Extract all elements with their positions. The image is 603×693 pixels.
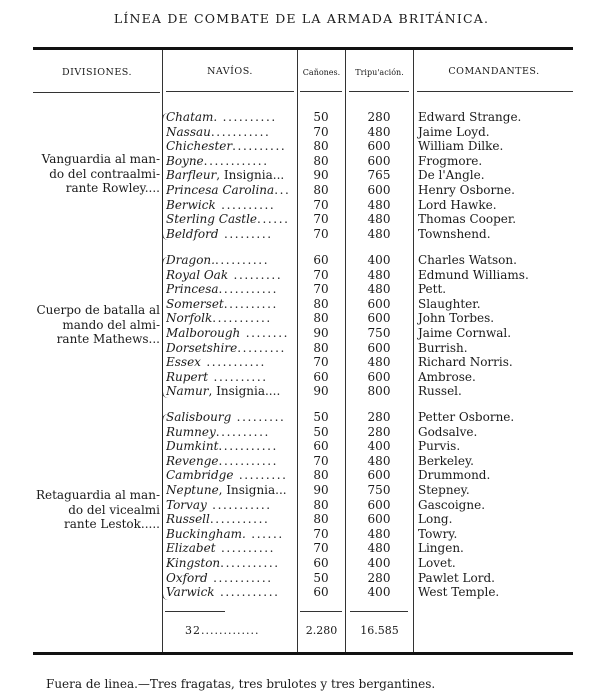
leader-dots: ........... [218, 439, 278, 454]
leader-dots: ......... [218, 226, 273, 241]
ship-crew: 600 [367, 512, 391, 527]
total-rule-canones [300, 611, 342, 612]
ship-name-cell [166, 183, 294, 198]
division-label-line: do del vicealmi [68, 502, 160, 517]
ship-guns: 70 [313, 124, 329, 139]
ship-guns: 90 [313, 326, 329, 340]
ship-name-cell [166, 326, 294, 341]
ship-commander: De l'Angle. [418, 168, 485, 183]
ship-name: Chichester [166, 139, 233, 154]
ship-name-cell [166, 439, 294, 454]
ship-crew: 600 [367, 340, 391, 355]
ship-name: Barfleur [166, 168, 217, 183]
ship-crew: 280 [367, 424, 391, 439]
ship-crew: 750 [367, 326, 391, 340]
ship-crew: 480 [367, 526, 391, 541]
ship-crew: 600 [367, 311, 391, 326]
ship-crew: 600 [367, 369, 391, 384]
leader-dots: ........... [206, 497, 272, 512]
ship-guns: 80 [313, 497, 329, 512]
ship-name: Buckingham. [166, 526, 246, 541]
ship-name-cell [166, 425, 294, 440]
ship-name-cell [166, 384, 294, 399]
leader-dots: .......... [208, 369, 268, 384]
footnote: Fuera de linea.—Tres fragatas, tres brulotes y tres bergantines. [46, 677, 436, 691]
ship-name: Malborough [166, 326, 241, 340]
ship-name-cell [166, 556, 294, 571]
leader-dots: ...... [245, 526, 284, 541]
ship-name-cell [166, 468, 294, 483]
ship-commander: Jaime Cornwal. [418, 326, 512, 340]
ship-name-cell [166, 410, 294, 425]
ship-crew: 480 [367, 212, 391, 227]
page-title: LÍNEA DE COMBATE DE LA ARMADA BRITÁNICA. [113, 11, 490, 26]
ship-crew: 480 [367, 267, 391, 282]
ship-crew: 480 [367, 355, 391, 370]
ship-name-cell [166, 483, 294, 498]
ship-commander: Thomas Cooper. [418, 212, 517, 227]
ship-commander: Frogmore. [418, 153, 483, 168]
ship-guns: 80 [313, 139, 329, 154]
ship-name-cell [166, 355, 294, 370]
ship-crew: 480 [367, 282, 391, 297]
ship-commander: Russel. [418, 384, 462, 399]
ship-name: Boyne [166, 153, 204, 168]
leader-dots: .......... [214, 253, 270, 267]
ship-commander: Burrish. [418, 340, 468, 355]
division-label-line: Vanguardia al man- [41, 152, 160, 166]
ship-name-cell [166, 139, 294, 154]
ship-name: Cambridge [166, 468, 234, 483]
ship-commander: Edmund Williams. [418, 267, 529, 282]
ship-guns: 60 [313, 585, 329, 600]
ship-name: Kingston [166, 556, 221, 570]
ship-crew: 400 [367, 585, 391, 600]
ship-flag-note: , Insignia... [218, 483, 287, 497]
leader-dots: ......... [231, 410, 286, 424]
ship-guns: 60 [313, 556, 329, 570]
ship-name-cell [166, 212, 294, 227]
ship-name: Russell [166, 512, 210, 527]
ship-crew: 750 [367, 483, 391, 497]
total-ships: 32............. [185, 624, 260, 637]
leader-dots: .......... [215, 197, 276, 212]
header-rule-canones [300, 91, 342, 92]
ship-commander: Towry. [418, 526, 458, 541]
leader-dots: ......... [237, 340, 286, 355]
header-canones: Cañones. [302, 68, 341, 77]
ship-crew: 600 [367, 183, 391, 197]
leader-dots: ........... [218, 282, 279, 297]
ship-guns: 80 [313, 183, 329, 197]
header-comandantes: COMANDANTES. [448, 66, 540, 77]
ship-commander: Edward Strange. [418, 110, 522, 124]
ship-guns: 50 [313, 110, 329, 124]
total-guns: 2.280 [305, 624, 338, 637]
ship-crew: 765 [367, 168, 391, 183]
ship-crew: 800 [367, 384, 391, 399]
ship-name: Salisbourg [166, 410, 232, 424]
ship-commander: Townshend. [418, 226, 491, 241]
ship-commander: Ambrose. [418, 369, 476, 384]
ship-crew: 480 [367, 124, 391, 139]
ship-name: Norfolk [166, 311, 213, 326]
ship-name-cell [166, 154, 294, 169]
ship-commander: William Dilke. [418, 139, 504, 154]
ship-crew: 280 [367, 110, 391, 124]
leader-dots: ...... [257, 212, 290, 227]
ship-crew: 600 [367, 139, 391, 154]
ship-guns: 90 [313, 483, 329, 497]
ship-guns: 80 [313, 153, 329, 168]
ship-commander: Godsalve. [418, 424, 478, 439]
ship-guns: 70 [313, 267, 329, 282]
ship-name-cell [166, 253, 294, 268]
total-rule-tripulacion [350, 611, 408, 612]
ship-commander: Lord Hawke. [418, 197, 497, 212]
ship-name-cell [166, 297, 294, 312]
ship-guns: 50 [313, 410, 329, 424]
ship-commander: Pawlet Lord. [418, 570, 495, 585]
division-label-line: Cuerpo de batalla al [36, 303, 160, 317]
ship-guns: 70 [313, 453, 329, 468]
division-label-line: rante Lestok..... [64, 517, 160, 532]
ship-commander: Jaime Loyd. [418, 124, 490, 139]
division-label-line: rante Mathews... [56, 332, 160, 347]
header-rule-comandantes [417, 91, 573, 92]
division-label-cuerpo [2, 303, 160, 347]
ship-name-cell [166, 571, 294, 586]
ship-crew: 480 [367, 226, 391, 241]
leader-dots: .......... [215, 541, 276, 556]
ship-name: Rupert [166, 369, 209, 384]
column-divider-comandantes [413, 50, 414, 653]
header-rule-navios [166, 91, 294, 92]
ship-crew: 280 [367, 570, 391, 585]
leader-dots: ........... [209, 512, 270, 527]
ship-name: Oxford [166, 570, 208, 585]
ship-name: Varwick [166, 585, 215, 600]
leader-dots: .......... [217, 110, 277, 124]
ship-name: Torvay [166, 497, 207, 512]
ship-name: Namur [166, 384, 209, 399]
ship-guns: 60 [313, 439, 329, 454]
leader-dots: ........... [214, 585, 280, 600]
ship-commander: Slaughter. [418, 296, 481, 311]
ship-commander: Drummond. [418, 468, 491, 483]
ship-name-cell [166, 370, 294, 385]
ship-flag-note: , Insignia.... [208, 384, 281, 399]
ship-guns: 70 [313, 355, 329, 370]
table-top-rule [33, 47, 573, 50]
ship-commander: Pett. [418, 282, 447, 297]
leader-dots: .......... [215, 424, 270, 439]
ship-commander: West Temple. [418, 585, 500, 600]
ship-commander: Charles Watson. [418, 253, 517, 267]
ship-guns: 80 [313, 311, 329, 326]
ship-name: Royal Oak [166, 267, 229, 282]
leader-dots: ........... [218, 453, 279, 468]
ship-crew: 600 [367, 497, 391, 512]
ship-name-cell [166, 282, 294, 297]
ship-commander: Berkeley. [418, 453, 474, 468]
ship-crew: 280 [367, 410, 391, 424]
header-navios: NAVÍOS. [207, 66, 253, 77]
ship-guns: 80 [313, 468, 329, 483]
ship-name-cell [166, 512, 294, 527]
ship-commander: Lingen. [418, 541, 464, 556]
ship-name-cell [166, 125, 294, 140]
ship-name: Sterling Castle [166, 212, 258, 227]
ship-commander: Gascoigne. [418, 497, 486, 512]
header-rule-tripulacion [349, 91, 409, 92]
leader-dots: ........ [240, 326, 290, 340]
ship-name: Dorsetshire [166, 340, 238, 355]
ship-crew: 400 [367, 556, 391, 570]
ship-guns: 90 [313, 384, 329, 399]
ship-guns: 80 [313, 296, 329, 311]
ship-commander: Lovet. [418, 556, 456, 570]
ship-guns: 50 [313, 424, 329, 439]
ship-name-cell [166, 541, 294, 556]
ship-guns: 60 [313, 253, 329, 267]
division-label-line: rante Rowley.... [65, 181, 160, 196]
ship-commander: Purvis. [418, 439, 461, 454]
ship-guns: 80 [313, 340, 329, 355]
ship-name: Nassau [166, 124, 211, 139]
ship-crew: 480 [367, 197, 391, 212]
ship-commander: Henry Osborne. [418, 183, 515, 197]
ship-commander: Petter Osborne. [418, 410, 515, 424]
ship-name: Dragon. [166, 253, 215, 267]
ship-guns: 90 [313, 168, 329, 183]
ship-guns: 60 [313, 369, 329, 384]
ship-name-cell [166, 498, 294, 513]
ship-name: Princesa [166, 282, 219, 297]
ship-crew: 400 [367, 439, 391, 454]
ship-guns: 70 [313, 541, 329, 556]
ship-name-cell [166, 198, 294, 213]
ship-name-cell [166, 227, 294, 242]
ship-crew: 480 [367, 453, 391, 468]
ship-crew: 480 [367, 541, 391, 556]
ship-name: Elizabet [166, 541, 216, 556]
division-label-retaguardia [2, 488, 160, 532]
ship-commander: Long. [418, 512, 453, 527]
leader-dots: ............ [203, 153, 269, 168]
ship-name-cell [166, 168, 294, 183]
header-tripulacion: Tripu'ación. [355, 68, 404, 77]
leader-dots: .......... [232, 139, 287, 154]
ship-name: Chatam. [166, 110, 218, 124]
ship-crew: 600 [367, 296, 391, 311]
leader-dots: ........... [207, 570, 273, 585]
leader-dots: ........... [220, 556, 280, 570]
leader-dots: ........... [200, 355, 266, 370]
total-rule-navios [165, 611, 225, 612]
ship-name: Rumney [166, 424, 216, 439]
leader-dots: .......... [223, 296, 278, 311]
ship-name: Neptune [166, 483, 219, 497]
ship-name-cell [166, 110, 294, 125]
ship-name-cell [166, 585, 294, 600]
ship-crew: 600 [367, 153, 391, 168]
header-divisiones: DIVISIONES. [62, 67, 132, 78]
ship-guns: 80 [313, 512, 329, 527]
ship-commander: Stepney. [418, 483, 470, 497]
ship-name: Somerset [166, 296, 224, 311]
ship-name-cell [166, 341, 294, 356]
leader-dots: ... [274, 183, 291, 197]
division-label-vanguardia [2, 152, 160, 196]
ship-guns: 70 [313, 212, 329, 227]
leader-dots: ......... [228, 267, 283, 282]
ship-guns: 70 [313, 197, 329, 212]
leader-dots: ........... [212, 311, 272, 326]
column-divider-tripulacion [345, 50, 346, 653]
ship-guns: 70 [313, 226, 329, 241]
ship-name: Princesa Carolina [166, 183, 275, 197]
ship-name-cell [166, 311, 294, 326]
ship-flag-note: , Insignia... [216, 168, 285, 183]
ship-crew: 400 [367, 253, 391, 267]
header-rule-divisiones [33, 92, 160, 93]
table-bottom-rule [33, 652, 573, 655]
ship-name: Essex [166, 355, 201, 370]
division-label-line: do del contraalmi- [49, 166, 160, 181]
ship-name: Berwick [166, 197, 216, 212]
ship-commander: Richard Norris. [418, 355, 513, 370]
total-crew: 16.585 [360, 624, 399, 637]
ship-name: Beldford [166, 226, 219, 241]
ship-guns: 70 [313, 282, 329, 297]
ship-name-cell [166, 454, 294, 469]
ship-name: Revenge [166, 453, 219, 468]
division-label-line: Retaguardia al man- [35, 488, 160, 502]
ship-commander: John Torbes. [418, 311, 495, 326]
ship-guns: 70 [313, 526, 329, 541]
ship-name-cell [166, 527, 294, 542]
ship-name-cell [166, 268, 294, 283]
leader-dots: ......... [233, 468, 288, 483]
ship-name: Dumkint [166, 439, 219, 454]
column-divider-canones [297, 50, 298, 653]
ship-crew: 600 [367, 468, 391, 483]
ship-guns: 50 [313, 570, 329, 585]
leader-dots: ........... [210, 124, 271, 139]
division-label-line: mando del almi- [62, 317, 160, 332]
